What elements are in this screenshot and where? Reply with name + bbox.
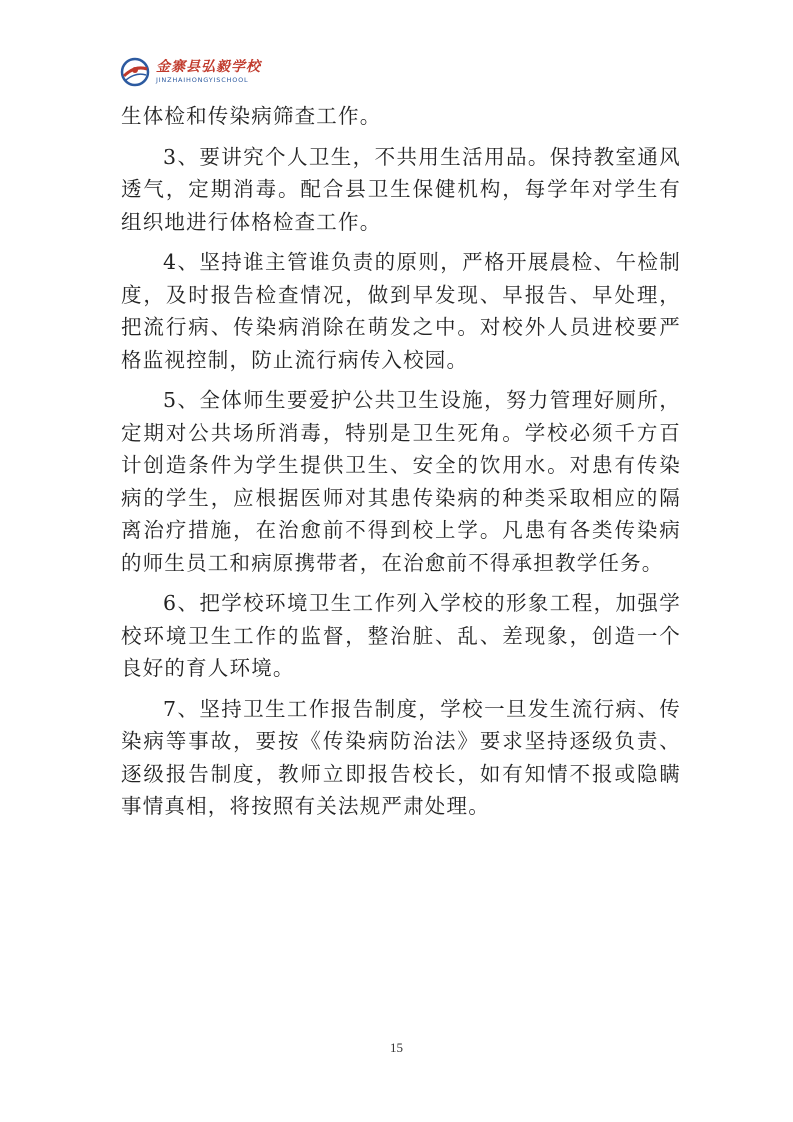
page-header (120, 55, 261, 89)
paragraph-item-5: 5、全体师生要爱护公共卫生设施，努力管理好厕所，定期对公共场所消毒，特别是卫生死角。学校必须千方百计创造条件为学生提供卫生、安全的饮用水。对患有传染病的学生，应根据医师对其患传染病的种类采取相应的隔离治疗措施，在治愈前不得到校上学。凡患有各类传染病的师生员工和病原携带者，在治愈前不得承担教学任务。 (121, 388, 681, 575)
paragraph-item-7: 7、坚持卫生工作报告制度，学校一旦发生流行病、传染病等事故，要按《传染病防治法》要求坚持逐级负责、逐级报告制度，教师立即报告校长，如有知情不报或隐瞒事情真相，将按照有关法规严肃处理。 (121, 696, 681, 818)
logo-chinese-name: 金寨县弘毅学校 (156, 59, 261, 76)
paragraph-continuation: 生体检和传染病筛查工作。 (121, 104, 382, 128)
page-number: 15 (390, 1040, 403, 1055)
school-logo-icon (120, 57, 150, 87)
logo-english-name: JINZHAIHONGYISCHOOL (156, 76, 249, 85)
paragraph-item-4: 4、坚持谁主管谁负责的原则，严格开展晨检、午检制度，及时报告检查情况，做到早发现、早报告、早处理，把流行病、传染病消除在萌发之中。对校外人员进校要严格监视控制，防止流行病传入校园。 (121, 250, 681, 372)
document-body (121, 100, 681, 831)
paragraph-item-3: 3、要讲究个人卫生，不共用生活用品。保持教室通风透气，定期消毒。配合县卫生保健机构，每学年对学生有组织地进行体格检查工作。 (121, 144, 681, 234)
logo-text (156, 60, 261, 84)
paragraph-item-6: 6、把学校环境卫生工作列入学校的形象工程，加强学校环境卫生工作的监督，整治脏、乱、差现象，创造一个良好的育人环境。 (121, 591, 681, 680)
